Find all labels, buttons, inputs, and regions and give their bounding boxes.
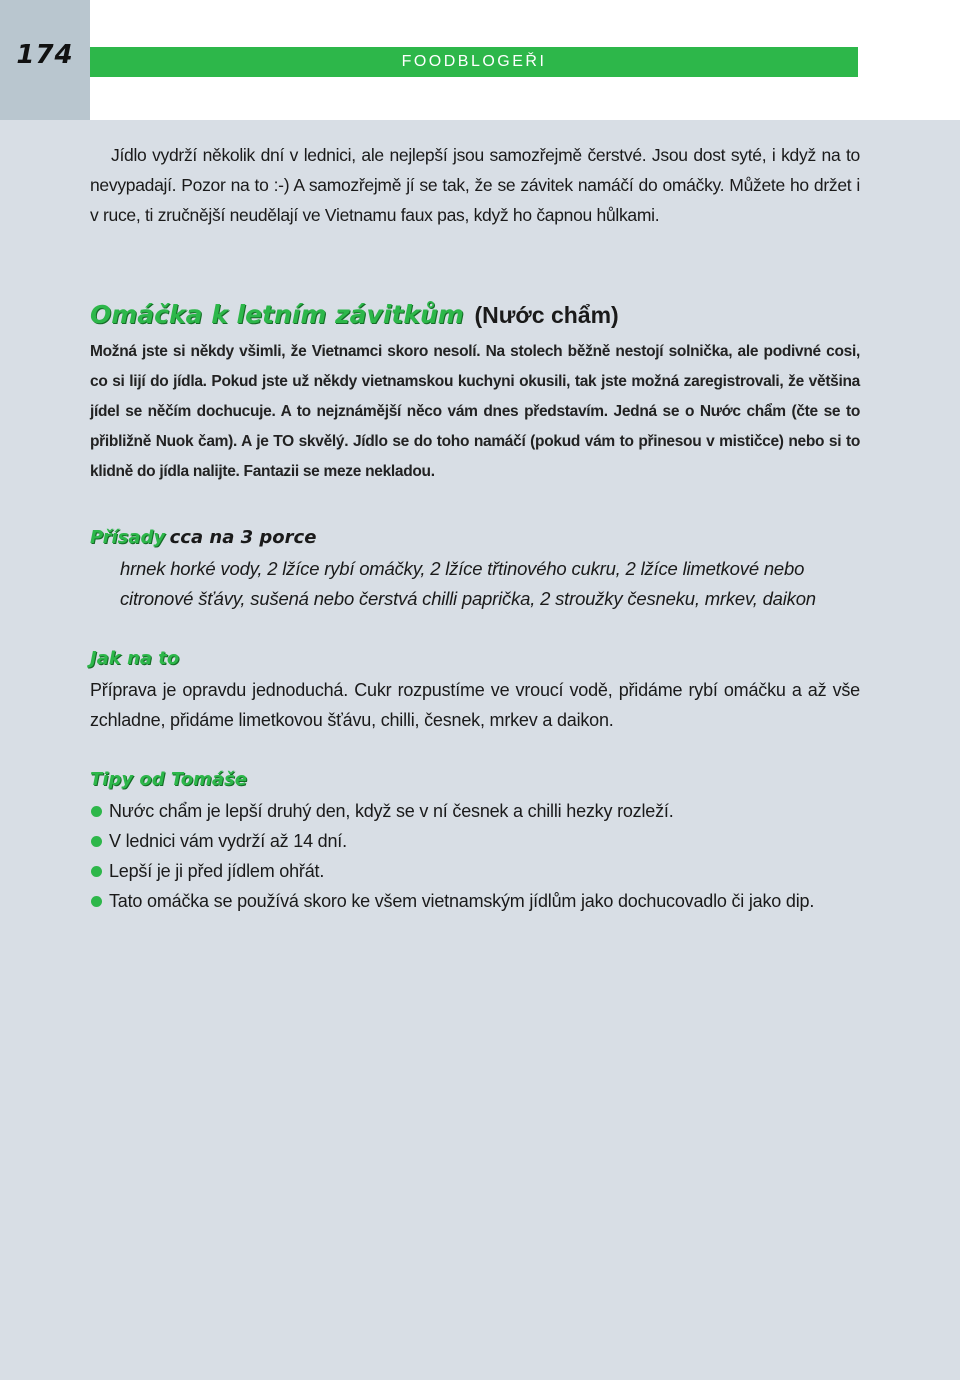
bullet-icon bbox=[91, 836, 102, 847]
bullet-icon bbox=[91, 866, 102, 877]
tip-text: V lednici vám vydrží až 14 dní. bbox=[109, 831, 347, 851]
sauce-heading bbox=[90, 298, 860, 333]
ingredients-heading bbox=[90, 523, 860, 554]
list-item bbox=[90, 796, 860, 826]
tips-heading bbox=[90, 765, 860, 796]
page-number-box bbox=[0, 0, 90, 120]
tip-text: Tato omáčka se používá skoro ke všem vietnamským jídlům jako dochucovadlo či jako dip. bbox=[109, 891, 815, 911]
preparation-heading bbox=[90, 644, 860, 675]
tip-text: Lepší je ji před jídlem ohřát. bbox=[109, 861, 325, 881]
sauce-title: Omáčka k letním závitkům bbox=[90, 300, 464, 329]
intro-paragraph: Jídlo vydrží několik dní v lednici, ale nejlepší jsou samozřejmě čerstvé. Jsou dost syté, i když na to nevypadají. Pozor na to :-) A samozřejmě jí se tak, že se závitek namáčí do omáčky. Můžete ho držet i v ruce, ti zručnější neudělají ve Vietnamu faux pas, když ho čapnou hůlkami. bbox=[90, 145, 860, 225]
sauce-intro-paragraph: Možná jste si někdy všimli, že Vietnamci skoro nesolí. Na stolech běžně nestojí solnička, ale podivné cosi, co si lijí do jídla. Pokud jste už někdy vietnamskou kuchyni okusili, tak jste možná zaregistrovali, že většina jídel se něčím dochucuje. A to nejznámější něco vám dnes představím. Jedná se o Nước chẩm (čte se to přibližně Nuok čam). A je TO skvělý. Jídlo se do toho namáčí (pokud vám to přinesou v mističce) nebo si to klidně do jídla nalijte. Fantazii se meze nekladou. bbox=[90, 343, 860, 480]
page-header bbox=[0, 0, 960, 120]
tips-label: Tipy od Tomáše bbox=[90, 769, 247, 790]
preparation-label: Jak na to bbox=[90, 648, 180, 669]
article-content bbox=[90, 140, 860, 916]
ingredients-label: Přísady bbox=[90, 527, 166, 548]
page-number: 174 bbox=[16, 40, 74, 70]
bullet-icon bbox=[91, 806, 102, 817]
list-item bbox=[90, 826, 860, 856]
preparation-text: Příprava je opravdu jednoduchá. Cukr rozpustíme ve vroucí vodě, přidáme rybí omáčku a až vše zchladne, přidáme limetkovou šťávu, chilli, česnek, mrkev a daikon. bbox=[90, 680, 860, 730]
sauce-subtitle: (Nước chẩm) bbox=[474, 302, 619, 328]
list-item bbox=[90, 856, 860, 886]
list-item bbox=[90, 886, 860, 916]
bullet-icon bbox=[91, 896, 102, 907]
ingredients-list: hrnek horké vody, 2 lžíce rybí omáčky, 2 lžíce třtinového cukru, 2 lžíce limetkové nebo citronové šťávy, sušená nebo čerstvá chilli paprička, 2 stroužky česneku, mrkev, daikon bbox=[120, 558, 816, 609]
section-title: FOODBLOGEŘI bbox=[401, 53, 547, 70]
portion-label: cca na 3 porce bbox=[169, 527, 317, 548]
section-bar bbox=[90, 47, 858, 77]
tip-text: Nước chẩm je lepší druhý den, když se v ní česnek a chilli hezky rozleží. bbox=[109, 801, 674, 821]
tips-list bbox=[90, 796, 860, 916]
